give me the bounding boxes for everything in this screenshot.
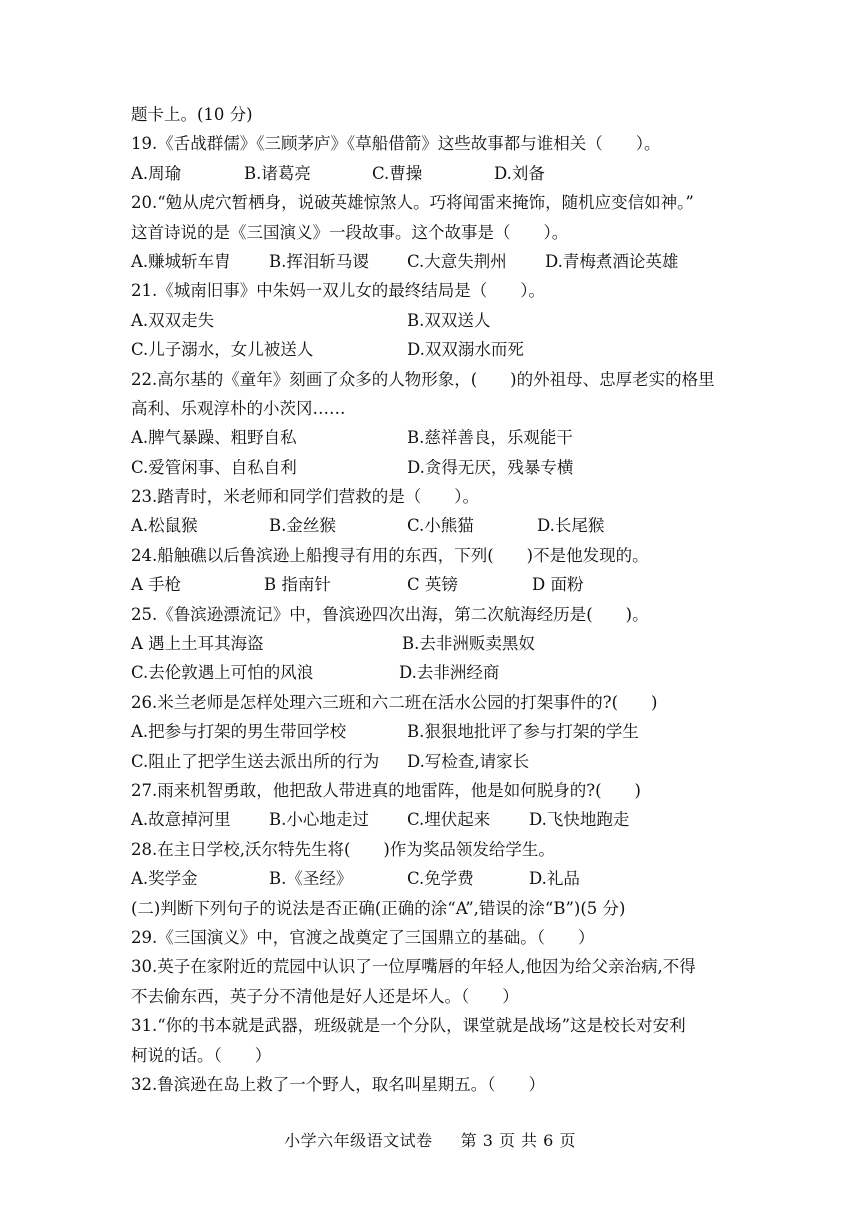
option-row (131, 306, 731, 335)
option-row (131, 864, 731, 893)
text-line: 24.船触礁以后鲁滨逊上船搜寻有用的东西，下列( )不是他发现的。 (131, 545, 649, 565)
answer-option: A 手枪 (131, 575, 182, 595)
answer-option: C.大意失荆州 (407, 251, 507, 271)
option-row (131, 335, 731, 364)
text-line: 不去偷东西，英子分不清他是好人还是坏人。（ ） (131, 986, 519, 1006)
answer-option: B.慈祥善良，乐观能干 (407, 428, 573, 448)
option-row (131, 658, 731, 687)
text-line: 22.高尔基的《童年》刻画了众多的人物形象，( )的外祖母、忠厚老实的格里 (131, 369, 715, 389)
text-line: 21.《城南旧事》中朱妈一双儿女的最终结局是（ ）。 (131, 281, 545, 301)
text-line: 23.踏青时，米老师和同学们营救的是（ ）。 (131, 487, 479, 507)
answer-option: C.小熊猫 (407, 516, 474, 536)
option-row (131, 453, 731, 482)
answer-option: B.诸葛亮 (244, 163, 311, 183)
option-row (131, 629, 731, 658)
exam-page-body (131, 100, 731, 1099)
text-line: 题卡上。(10 分) (131, 105, 253, 124)
answer-option: A.奖学金 (131, 869, 198, 889)
answer-option: C.去伦敦遇上可怕的风浪 (131, 663, 314, 683)
text-line: 28.在主日学校,沃尔特先生将( )作为奖品领发给学生。 (131, 839, 555, 859)
answer-option: B.金丝猴 (269, 516, 336, 536)
answer-option: B 指南针 (264, 575, 331, 595)
answer-option: A.松鼠猴 (131, 516, 198, 536)
answer-option: D.刘备 (494, 163, 545, 183)
option-row (131, 247, 731, 276)
answer-option: D.去非洲经商 (399, 663, 500, 683)
text-line: 25.《鲁滨逊漂流记》中，鲁滨逊四次出海，第二次航海经历是( )。 (131, 604, 649, 624)
answer-option: C.爱管闲事、自私自利 (131, 457, 297, 477)
answer-option: B.狠狠地批评了参与打架的学生 (407, 722, 639, 742)
answer-option: A.赚城斩车胄 (131, 251, 231, 271)
answer-option: B.《圣经》 (269, 869, 353, 889)
text-line: 这首诗说的是《三国演义》一段故事。这个故事是（ ）。 (131, 222, 569, 242)
answer-option: A.双双走失 (131, 310, 215, 330)
answer-option: D.写检查,请家长 (407, 751, 530, 771)
answer-option: C.阻止了把学生送去派出所的行为 (131, 751, 380, 771)
answer-option: D.贪得无厌，残暴专横 (407, 457, 574, 477)
text-line: 27.雨来机智勇敢，他把敌人带进真的地雷阵，他是如何脱身的?( ) (131, 780, 641, 800)
answer-option: C.免学费 (407, 869, 474, 889)
answer-option: C.埋伏起来 (407, 810, 491, 830)
option-row (131, 159, 731, 188)
answer-option: A.周瑜 (131, 163, 182, 183)
answer-option: D.青梅煮酒论英雄 (545, 251, 679, 271)
option-row (131, 570, 731, 599)
answer-option: B.挥泪斩马谡 (269, 251, 369, 271)
answer-option: D.飞快地跑走 (529, 810, 630, 830)
text-line: 26.米兰老师是怎样处理六三班和六二班在活水公园的打架事件的?( ) (131, 692, 658, 712)
answer-option: D 面粉 (532, 575, 584, 595)
answer-option: A.把参与打架的男生带回学校 (131, 722, 347, 742)
footer-page-number: 第 3 页 共 6 页 (460, 1131, 576, 1150)
answer-option: C.儿子溺水，女儿被送人 (131, 340, 314, 360)
answer-option: B.去非洲贩卖黑奴 (402, 634, 535, 654)
answer-option: D.长尾猴 (537, 516, 605, 536)
text-line: 高利、乐观淳朴的小茨冈…… (131, 398, 346, 418)
option-row (131, 717, 731, 746)
answer-option: D.礼品 (529, 869, 580, 889)
text-line: 32.鲁滨逊在岛上救了一个野人，取名叫星期五。（ ） (131, 1074, 545, 1094)
text-line: 柯说的话。（ ） (131, 1045, 272, 1065)
page-footer (0, 1128, 860, 1151)
text-line: 31.“你的书本就是武器，班级就是一个分队，课堂就是战场”这是校长对安利 (131, 1016, 686, 1036)
text-line: (二)判断下列句子的说法是否正确(正确的涂“A”,错误的涂“B”)(5 分) (131, 898, 626, 918)
option-row (131, 805, 731, 834)
option-row (131, 747, 731, 776)
option-row (131, 511, 731, 540)
answer-option: A.脾气暴躁、粗野自私 (131, 428, 297, 448)
option-row (131, 423, 731, 452)
answer-option: B.双双送人 (407, 310, 491, 330)
answer-option: C 英镑 (407, 575, 458, 595)
text-line: 29.《三国演义》中，官渡之战奠定了三国鼎立的基础。（ ） (131, 927, 595, 947)
answer-option: C.曹操 (372, 163, 423, 183)
text-line: 20.“勉从虎穴暂栖身，说破英雄惊煞人。巧将闻雷来掩饰，随机应变信如神。” (131, 193, 694, 213)
footer-exam-title: 小学六年级语文试卷 (284, 1131, 433, 1150)
answer-option: A 遇上土耳其海盗 (131, 634, 264, 654)
answer-option: D.双双溺水而死 (407, 340, 524, 360)
text-line: 30.英子在家附近的荒园中认识了一位厚嘴唇的年轻人,他因为给父亲治病,不得 (131, 957, 696, 977)
answer-option: A.故意掉河里 (131, 810, 231, 830)
text-line: 19.《舌战群儒》《三顾茅庐》《草船借箭》这些故事都与谁相关（ ）。 (131, 134, 661, 154)
answer-option: B.小心地走过 (269, 810, 369, 830)
